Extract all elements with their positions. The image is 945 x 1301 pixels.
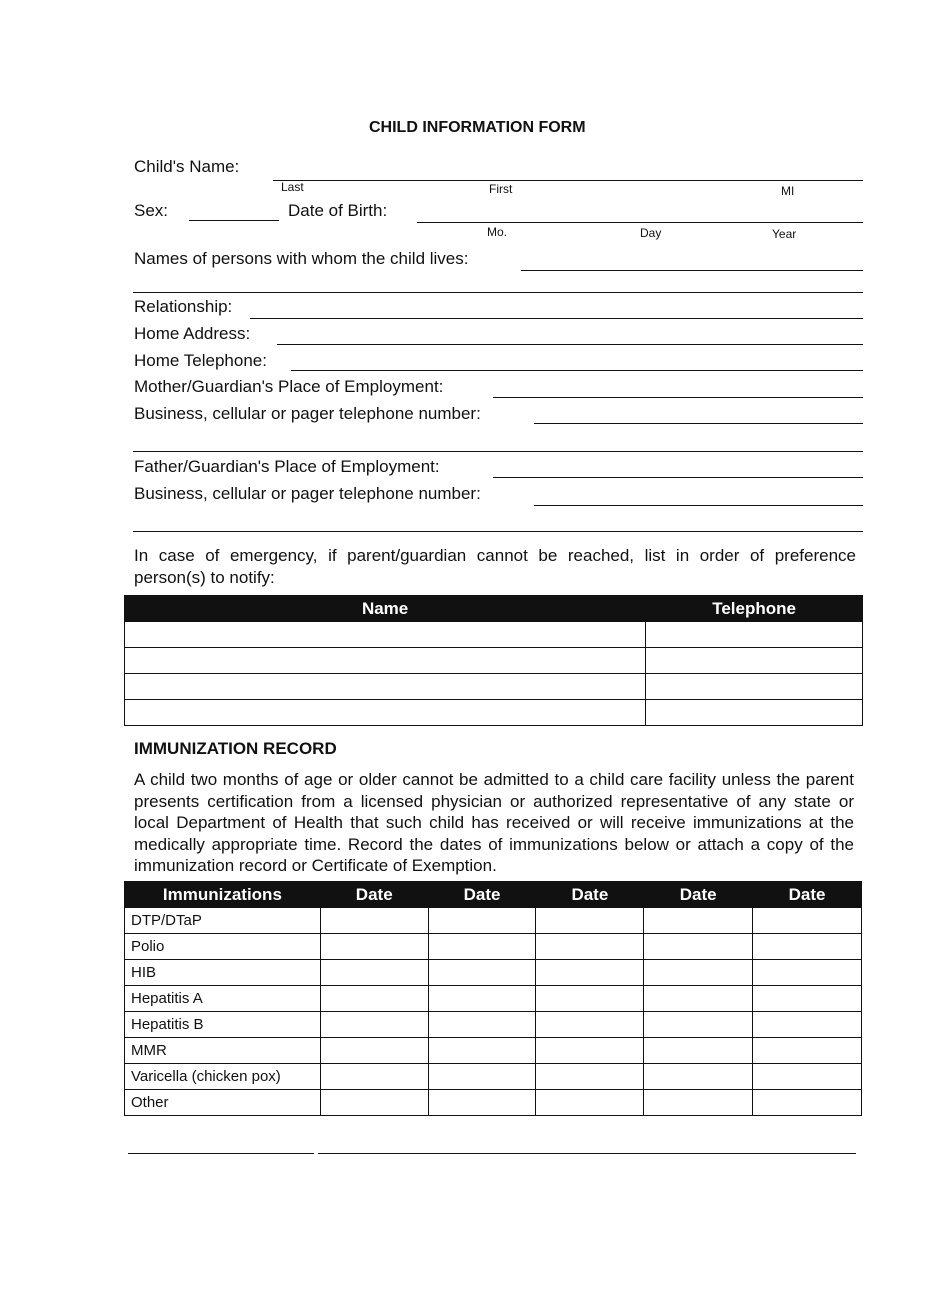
immunization-row <box>125 1012 862 1038</box>
date-header: Date <box>320 882 428 908</box>
date-cell[interactable] <box>753 934 862 960</box>
date-cell[interactable] <box>320 960 428 986</box>
date-cell[interactable] <box>644 1038 753 1064</box>
date-cell[interactable] <box>753 1038 862 1064</box>
date-cell[interactable] <box>753 1012 862 1038</box>
child-name-label: Child's Name: <box>134 157 240 176</box>
date-cell[interactable] <box>644 934 753 960</box>
relationship-field[interactable] <box>250 318 863 319</box>
signature-line-left[interactable] <box>128 1153 314 1154</box>
lives-with-label: Names of persons with whom the child lives: <box>134 249 469 268</box>
immunization-row <box>125 960 862 986</box>
immunizations-header: Immunizations <box>125 882 321 908</box>
father-phone-label: Business, cellular or pager telephone number: <box>134 484 481 503</box>
vaccine-name: Hepatitis B <box>125 1012 321 1038</box>
lives-with-field-continued[interactable] <box>133 292 863 293</box>
date-cell[interactable] <box>536 908 644 934</box>
date-cell[interactable] <box>320 1038 428 1064</box>
signature-line-right[interactable] <box>318 1153 856 1154</box>
home-telephone-label: Home Telephone: <box>134 351 267 370</box>
date-cell[interactable] <box>644 908 753 934</box>
vaccine-name: DTP/DTaP <box>125 908 321 934</box>
date-cell[interactable] <box>536 1012 644 1038</box>
last-name-caption: Last <box>281 180 304 194</box>
vaccine-name: Hepatitis A <box>125 986 321 1012</box>
emergency-telephone-header: Telephone <box>646 596 863 622</box>
date-cell[interactable] <box>320 1064 428 1090</box>
date-header: Date <box>428 882 536 908</box>
father-employment-field[interactable] <box>493 477 863 478</box>
date-cell[interactable] <box>536 1090 644 1116</box>
date-cell[interactable] <box>753 960 862 986</box>
emergency-intro: In case of emergency, if parent/guardian cannot be reached, list in order of preference person(s) to notify: <box>134 546 856 587</box>
date-cell[interactable] <box>320 908 428 934</box>
date-cell[interactable] <box>644 960 753 986</box>
middle-initial-caption: MI <box>781 184 795 198</box>
immunization-heading: IMMUNIZATION RECORD <box>134 739 337 758</box>
vaccine-name: Varicella (chicken pox) <box>125 1064 321 1090</box>
date-cell[interactable] <box>753 986 862 1012</box>
dob-field[interactable] <box>417 222 863 223</box>
emergency-telephone-cell[interactable] <box>646 674 863 700</box>
date-cell[interactable] <box>753 908 862 934</box>
emergency-telephone-cell[interactable] <box>646 648 863 674</box>
date-header: Date <box>644 882 753 908</box>
emergency-name-cell[interactable] <box>125 700 646 726</box>
mother-employment-field[interactable] <box>493 397 863 398</box>
dob-month-caption: Mo. <box>487 225 508 239</box>
immunization-table <box>124 881 862 1116</box>
emergency-row <box>125 622 863 648</box>
date-cell[interactable] <box>320 986 428 1012</box>
mother-phone-field[interactable] <box>534 423 863 424</box>
date-cell[interactable] <box>644 1012 753 1038</box>
dob-day-caption: Day <box>640 226 662 240</box>
sex-label: Sex: <box>134 201 169 220</box>
vaccine-name: Other <box>125 1090 321 1116</box>
date-cell[interactable] <box>428 934 536 960</box>
vaccine-name: HIB <box>125 960 321 986</box>
date-header: Date <box>536 882 644 908</box>
emergency-row <box>125 700 863 726</box>
mother-employment-label: Mother/Guardian's Place of Employment: <box>134 377 444 396</box>
emergency-contacts-table <box>124 595 863 726</box>
date-cell[interactable] <box>428 1038 536 1064</box>
lives-with-field[interactable] <box>521 270 863 271</box>
date-cell[interactable] <box>753 1090 862 1116</box>
date-cell[interactable] <box>536 986 644 1012</box>
home-address-label: Home Address: <box>134 324 251 343</box>
mother-phone-field-continued[interactable] <box>133 451 863 452</box>
immunization-row <box>125 1038 862 1064</box>
date-cell[interactable] <box>644 1064 753 1090</box>
date-cell[interactable] <box>428 986 536 1012</box>
date-cell[interactable] <box>536 960 644 986</box>
date-cell[interactable] <box>753 1064 862 1090</box>
emergency-name-cell[interactable] <box>125 674 646 700</box>
date-cell[interactable] <box>644 986 753 1012</box>
immunization-row <box>125 1090 862 1116</box>
emergency-name-cell[interactable] <box>125 622 646 648</box>
emergency-name-cell[interactable] <box>125 648 646 674</box>
home-telephone-field[interactable] <box>291 370 863 371</box>
dob-label: Date of Birth: <box>288 201 388 220</box>
father-employment-label: Father/Guardian's Place of Employment: <box>134 457 440 476</box>
father-phone-field-continued[interactable] <box>133 531 863 532</box>
home-address-field[interactable] <box>277 344 863 345</box>
immunization-text: A child two months of age or older cannot be admitted to a child care facility unless the parent presents certification from a licensed physician or authorized representative of any state or local Department of Health that such child has received or will receive immunizations at the medically appropriate time. Record the dates of immunizations below or attach a copy of the immunization record or Certificate of Exemption. <box>134 770 854 875</box>
emergency-row <box>125 648 863 674</box>
immunization-row <box>125 934 862 960</box>
date-header: Date <box>753 882 862 908</box>
emergency-name-header: Name <box>125 596 646 622</box>
father-phone-field[interactable] <box>534 505 863 506</box>
emergency-telephone-cell[interactable] <box>646 700 863 726</box>
date-cell[interactable] <box>536 1064 644 1090</box>
date-cell[interactable] <box>320 934 428 960</box>
date-cell[interactable] <box>428 1012 536 1038</box>
immunization-row <box>125 1064 862 1090</box>
immunization-header-row <box>125 882 862 908</box>
date-cell[interactable] <box>320 1012 428 1038</box>
date-cell[interactable] <box>428 960 536 986</box>
emergency-header-row <box>125 596 863 622</box>
immunization-row <box>125 986 862 1012</box>
date-cell[interactable] <box>536 934 644 960</box>
emergency-telephone-cell[interactable] <box>646 622 863 648</box>
form-title: CHILD INFORMATION FORM <box>369 119 586 136</box>
date-cell[interactable] <box>428 1090 536 1116</box>
vaccine-name: Polio <box>125 934 321 960</box>
child-name-field[interactable] <box>273 180 863 181</box>
emergency-row <box>125 674 863 700</box>
first-name-caption: First <box>489 182 513 196</box>
date-cell[interactable] <box>428 1064 536 1090</box>
immunization-row <box>125 908 862 934</box>
relationship-label: Relationship: <box>134 297 233 316</box>
date-cell[interactable] <box>536 1038 644 1064</box>
sex-field[interactable] <box>189 220 279 221</box>
date-cell[interactable] <box>644 1090 753 1116</box>
mother-phone-label: Business, cellular or pager telephone number: <box>134 404 481 423</box>
date-cell[interactable] <box>320 1090 428 1116</box>
dob-year-caption: Year <box>772 227 797 241</box>
date-cell[interactable] <box>428 908 536 934</box>
vaccine-name: MMR <box>125 1038 321 1064</box>
